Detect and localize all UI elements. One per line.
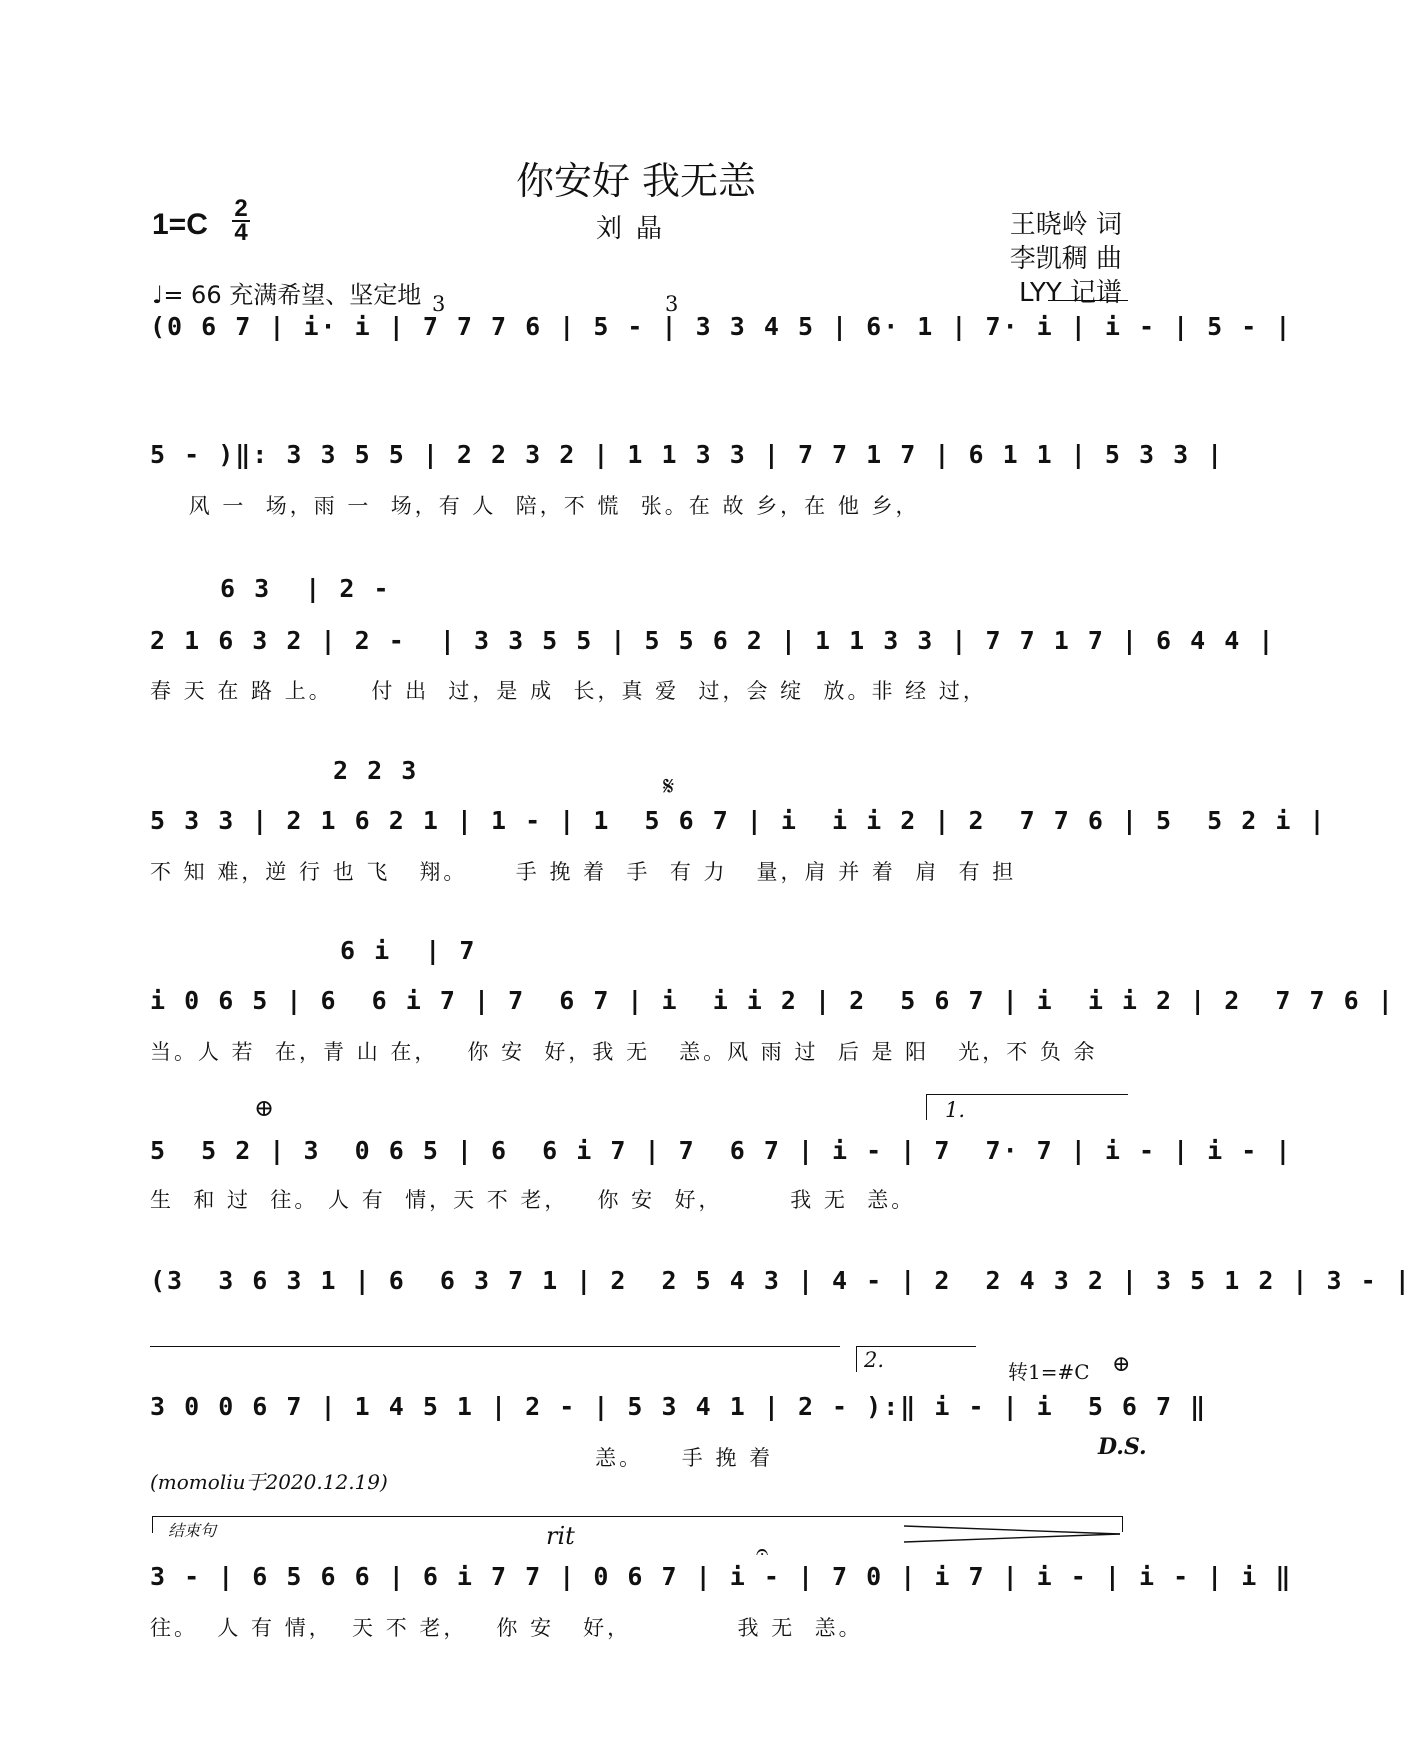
coda-sign: ⊕ bbox=[254, 1094, 275, 1122]
page-title: 你安好 我无恙 bbox=[515, 159, 757, 203]
score-row-8-notes: 3 0 0 6 7 | 1 4 5 1 | 2 - | 5 3 4 1 | 2 - ):‖ i - | i 5 6 7 ‖ bbox=[150, 1392, 1208, 1421]
transcriber: LYY 记谱 bbox=[1018, 278, 1122, 308]
modulation-mark: 转1=#C bbox=[1008, 1360, 1090, 1384]
score-row-7-notes: (3 3 6 3 1 | 6 6 3 7 1 | 2 2 5 4 3 | 4 - | 2 2 4 3 2 | 3 5 1 2 | 3 - | bbox=[150, 1266, 1412, 1295]
decrescendo-hairpin bbox=[904, 1522, 1124, 1546]
meter-top: 2 bbox=[234, 195, 248, 222]
volta-2-bracket bbox=[856, 1346, 857, 1372]
row-4-alt-notes: 2 2 3 bbox=[333, 756, 419, 785]
score-row-9-notes: 3 - | 6 5 6 6 | 6 i 7 7 | 0 6 7 | i - | 7 0 | i 7 | i - | i - | i ‖ bbox=[150, 1562, 1293, 1591]
rit-mark: rit bbox=[546, 1522, 575, 1550]
continuation-line bbox=[150, 1346, 840, 1347]
fermata-sign: 𝄐 bbox=[756, 1540, 769, 1565]
triplet-mark-2: 3 bbox=[665, 292, 679, 316]
score-row-6-notes: 5 5 2 | 3 0 6 5 | 6 6 i 7 | 7 6 7 | i - | 7 7· 7 | i - | i - | bbox=[150, 1136, 1293, 1165]
score-row-8-lyrics: 恙。 手 挽 着 bbox=[150, 1446, 774, 1470]
transcription-note: (momoliu于2020.12.19) bbox=[150, 1470, 388, 1494]
score-row-6-lyrics: 生 和 过 往。 人 有 情，天 不 老， 你 安 好， 我 无 恙。 bbox=[150, 1188, 916, 1212]
key-signature: 1=C bbox=[152, 208, 208, 241]
score-row-4-notes: 5 3 3 | 2 1 6 2 1 | 1 - | 1 5 6 7 | i i i 2 | 2 7 7 6 | 5 5 2 i | bbox=[150, 806, 1327, 835]
tempo-marking: ♩= 66 充满希望、坚定地 bbox=[152, 281, 422, 309]
score-row-2-notes: 5 - )‖: 3 3 5 5 | 2 2 3 2 | 1 1 3 3 | 7 7 1 7 | 6 1 1 | 5 3 3 | bbox=[150, 440, 1225, 469]
tie-line bbox=[1048, 300, 1128, 301]
hairpin-top bbox=[904, 1526, 1120, 1534]
score-row-5-lyrics: 当。人 若 在，青 山 在， 你 安 好，我 无 恙。风 雨 过 后 是 阳 光，不 负 余 bbox=[150, 1040, 1098, 1064]
credits bbox=[990, 208, 1122, 310]
time-signature bbox=[232, 195, 250, 246]
singer-name: 刘晶 bbox=[595, 214, 676, 244]
score-row-3-notes: 2 1 6 3 2 | 2 - | 3 3 5 5 | 5 5 6 2 | 1 1 3 3 | 7 7 1 7 | 6 4 4 | bbox=[150, 626, 1276, 655]
lyricist: 王晓岭 词 bbox=[1009, 210, 1122, 240]
score-row-4-lyrics: 不 知 难，逆 行 也 飞 翔。 手 挽 着 手 有 力 量，肩 并 着 肩 有 担 bbox=[150, 860, 1017, 884]
coda-sign-2: ⊕ bbox=[1112, 1352, 1131, 1377]
score-row-9-lyrics: 往。 人 有 情， 天 不 老， 你 安 好， 我 无 恙。 bbox=[150, 1616, 863, 1640]
ending-label: 结束句 bbox=[168, 1521, 217, 1540]
ds-mark: D.S. bbox=[1098, 1434, 1147, 1460]
score-row-2-lyrics: 风 一 场，雨 一 场，有 人 陪，不 慌 张。在 故 乡，在 他 乡， bbox=[150, 494, 920, 518]
row-5-alt-notes: 6 i | 7 bbox=[340, 936, 477, 965]
volta-1-line bbox=[926, 1094, 1128, 1095]
volta-1-bracket bbox=[926, 1094, 927, 1120]
composer: 李凯稠 曲 bbox=[1009, 244, 1122, 274]
score-row-5-notes: i 0 6 5 | 6 6 i 7 | 7 6 7 | i i i 2 | 2 5 6 7 | i i i 2 | 2 7 7 6 | bbox=[150, 986, 1395, 1015]
row-3-alt-notes: 6 3 | 2 - bbox=[220, 574, 391, 603]
hairpin-bottom bbox=[904, 1534, 1120, 1542]
volta-2-label: 2. bbox=[864, 1348, 885, 1372]
volta-2-line bbox=[856, 1346, 976, 1347]
volta-1-label: 1. bbox=[945, 1098, 966, 1122]
meter-bottom: 4 bbox=[234, 219, 248, 246]
segno-sign: 𝄋 bbox=[663, 772, 675, 802]
score-row-1-notes: (0 6 7 | i· i | 7 7 7 6 | 5 - | 3 3 4 5 | 6· 1 | 7· i | i - | 5 - | bbox=[150, 312, 1293, 341]
triplet-mark: 3 bbox=[432, 292, 446, 316]
score-row-3-lyrics: 春 天 在 路 上。 付 出 过，是 成 长，真 爱 过，会 绽 放。非 经 过， bbox=[150, 679, 987, 703]
